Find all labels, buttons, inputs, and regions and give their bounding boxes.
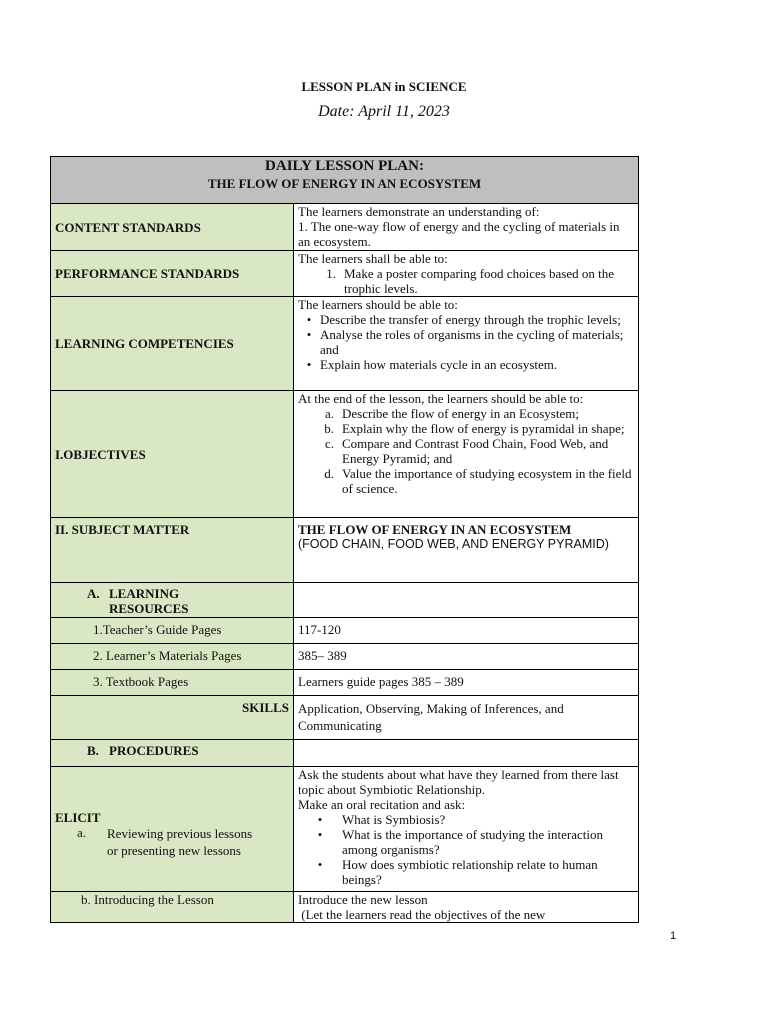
objectives-label: I.OBJECTIVES [51,391,294,518]
list-text: What is the importance of studying the interaction among organisms? [342,827,604,857]
list-text: Compare and Contrast Food Chain, Food Web, and Energy Pyramid; and [342,436,609,466]
list-marker: b. [324,421,334,436]
learning-resources-line2: RESOURCES [109,601,189,616]
bullet-marker: • [306,357,312,372]
introducing-label-text: b. Introducing the Lesson [81,892,214,907]
performance-standards-value [294,251,639,297]
list-text: Explain why the flow of energy is pyramidal in shape; [342,421,625,436]
learning-competencies-label: LEARNING COMPETENCIES [51,297,294,391]
subject-matter-title: THE FLOW OF ENERGY IN AN ECOSYSTEM [298,522,572,537]
list-marker: 1. [326,266,336,281]
list-text: Describe the transfer of energy through the trophic levels; [320,312,621,327]
list-item [298,857,634,887]
procedures-value [294,740,639,767]
list-item [298,812,634,827]
bullet-marker: • [317,827,323,842]
subject-matter-label: II. SUBJECT MATTER [51,518,294,583]
elicit-value [294,767,639,892]
bullet-marker: • [306,327,312,342]
bullet-marker: • [306,312,312,327]
list-item [298,327,634,357]
list-marker: d. [324,466,334,481]
skills-label-text: SKILLS [242,700,289,715]
list-item [298,357,634,372]
skills-value: Application, Observing, Making of Inferences, and Communicating [294,696,639,740]
introducing-lesson-label [51,892,294,923]
textbook-pages-label [51,670,294,696]
lesson-date: Date: April 11, 2023 [318,103,450,120]
elicit-intro2: Make an oral recitation and ask: [298,797,466,812]
content-standards-item: 1. The one-way flow of energy and the cycling of materials in an ecosystem. [298,219,620,249]
procedures-label [51,740,294,767]
header-title: DAILY LESSON PLAN: [265,158,424,174]
elicit-title: ELICIT [55,809,101,825]
row-label: 3. Textbook Pages [93,674,189,689]
list-item [298,827,634,857]
teachers-guide-label [51,618,294,644]
list-text: Explain how materials cycle in an ecosystem. [320,357,558,372]
elicit-label [51,767,294,892]
subject-matter-subtitle: (FOOD CHAIN, FOOD WEB, AND ENERGY PYRAMID) [298,537,609,551]
bullet-marker: • [317,812,323,827]
row-label: 1.Teacher’s Guide Pages [93,622,222,637]
learning-resources-value [294,583,639,618]
introducing-lesson-value [294,892,639,923]
list-text: Make a poster comparing food choices based on the trophic levels. [344,266,615,296]
header-subtitle: THE FLOW OF ENERGY IN AN ECOSYSTEM [207,176,482,191]
performance-standards-intro: The learners shall be able to: [298,251,448,266]
elicit-sub-label: Reviewing previous lessons or presenting new lessons [107,825,253,858]
list-item [298,466,634,496]
list-item [298,312,634,327]
bullet-marker: • [317,857,323,872]
list-item [298,421,634,436]
performance-standards-label: PERFORMANCE STANDARDS [51,251,294,297]
sub-marker: a. [77,824,87,840]
subject-matter-value [294,518,639,583]
elicit-intro: Ask the students about what have they learned from there last topic about Symbiotic Relationship. [298,767,619,797]
learning-resources-label [51,583,294,618]
learning-competencies-intro: The learners should be able to: [298,297,458,312]
document-title: LESSON PLAN in SCIENCE [301,79,467,94]
skills-label [51,696,294,740]
section-marker: B. [87,743,99,758]
list-text: Describe the flow of energy in an Ecosystem; [342,406,579,421]
list-item [298,436,634,466]
content-standards-value [294,204,639,251]
list-text: Analyse the roles of organisms in the cycling of materials; and [320,327,624,357]
table-header [51,157,639,204]
content-standards-intro: The learners demonstrate an understanding of: [298,204,540,219]
objectives-value [294,391,639,518]
objectives-intro: At the end of the lesson, the learners should be able to: [298,391,584,406]
lesson-plan-table [50,156,639,923]
page-number: 1 [670,930,677,942]
introducing-line1: Introduce the new lesson [298,892,428,907]
learning-resources-line1: LEARNING [109,586,180,601]
list-item [298,266,634,296]
list-text: What is Symbiosis? [342,812,446,827]
list-text: Value the importance of studying ecosystem in the field of science. [342,466,632,496]
learners-materials-label [51,644,294,670]
introducing-line2: (Let the learners read the objectives of the new [298,907,546,922]
row-label: 2. Learner’s Materials Pages [93,648,242,663]
learners-materials-value: 385– 389 [294,644,639,670]
procedures-label-text: PROCEDURES [109,743,199,758]
list-text: How does symbiotic relationship relate to human beings? [342,857,598,887]
learning-competencies-value [294,297,639,391]
list-marker: a. [324,406,334,421]
teachers-guide-value: 117-120 [294,618,639,644]
section-marker: A. [87,586,100,601]
list-item [298,406,634,421]
list-marker: c. [324,436,334,451]
content-standards-label: CONTENT STANDARDS [51,204,294,251]
textbook-pages-value: Learners guide pages 385 – 389 [294,670,639,696]
